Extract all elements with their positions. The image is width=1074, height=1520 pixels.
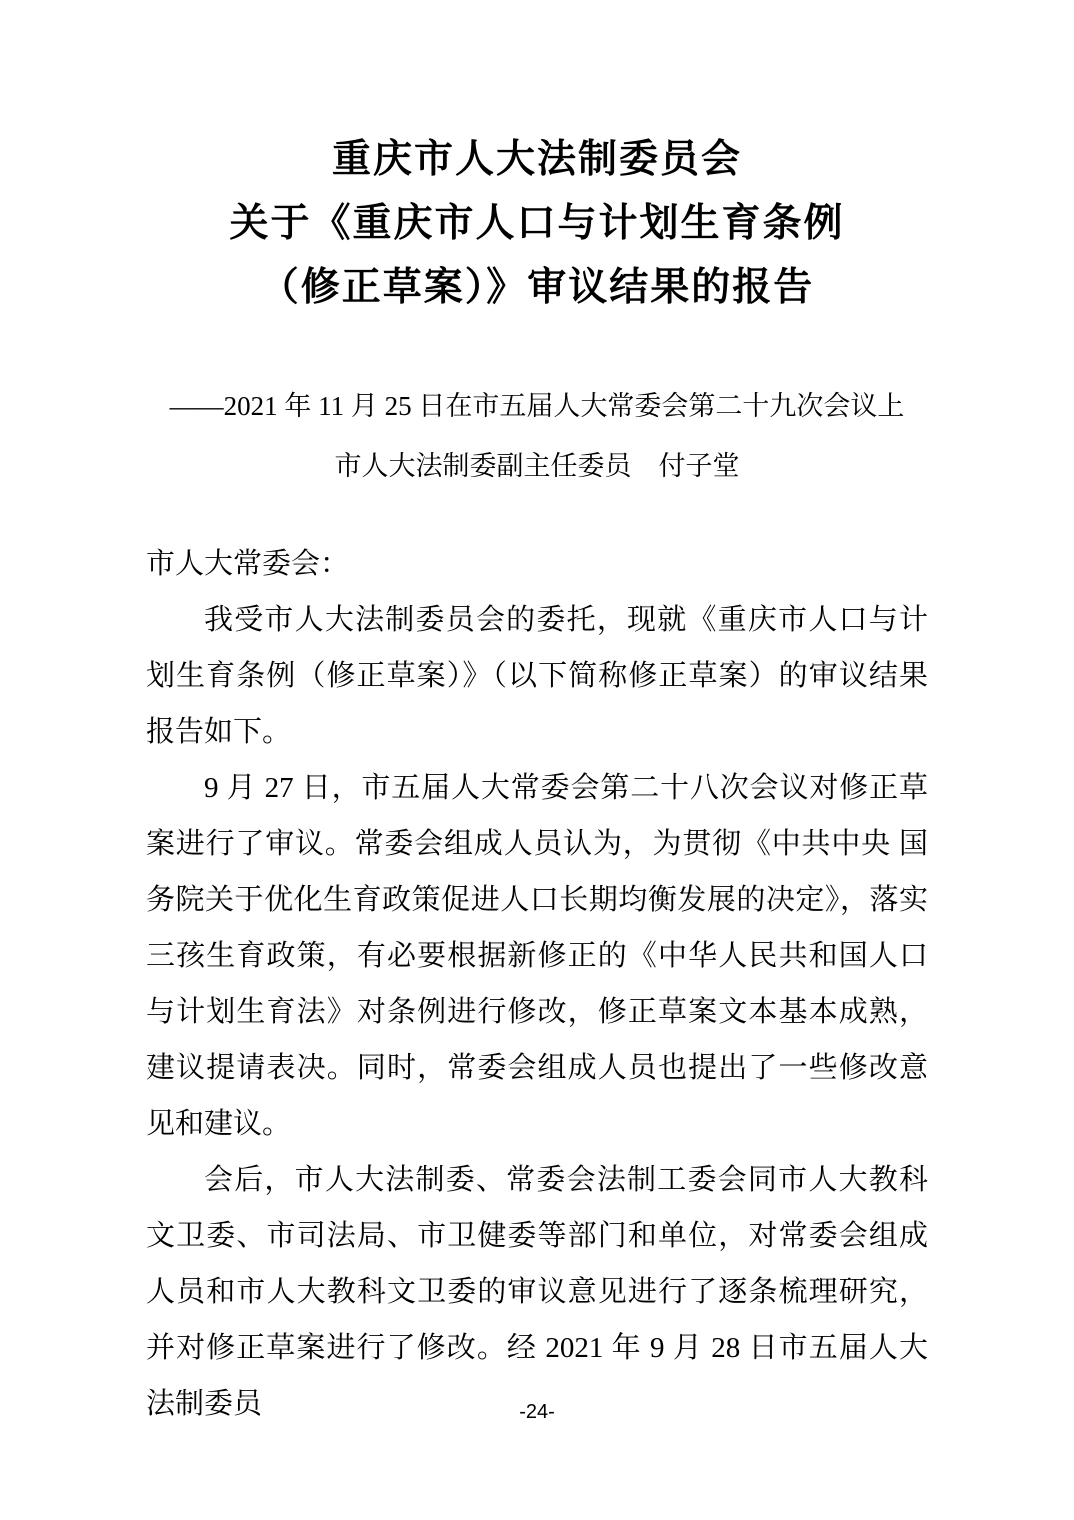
meeting-date-line: ——2021 年 11 月 25 日在市五届人大常委会第二十九次会议上 — [169, 391, 905, 421]
title-line-3: （修正草案）》审议结果的报告 — [259, 266, 815, 309]
title-line-2: 关于《重庆市人口与计划生育条例 — [229, 202, 845, 245]
page-number: -24- — [519, 1401, 555, 1423]
presenter-line: 市人大法制委副主任委员 付子堂 — [334, 451, 740, 481]
body-paragraph-3: 会后，市人大法制委、常委会法制工委会同市人大教科文卫委、市司法局、市卫健委等部门和单位，对常委会组成人员和市人大教科文卫委的审议意见进行了逐条梳理研究，并对修正草案进行了修改。经 2021 年 9 月 28 日市五届人大法制委员 — [146, 1164, 928, 1420]
document-body — [146, 536, 928, 1432]
document-title — [0, 128, 1074, 320]
salutation: 市人大常委会： — [146, 548, 350, 580]
page-footer — [0, 1398, 1074, 1426]
meeting-subtitle — [0, 376, 1074, 496]
body-paragraph-1: 我受市人大法制委员会的委托，现就《重庆市人口与计划生育条例（修正草案）》（以下简称修正草案）的审议结果报告如下。 — [146, 604, 928, 748]
body-paragraph-2: 9 月 27 日，市五届人大常委会第二十八次会议对修正草案进行了审议。常委会组成人员认为，为贯彻《中共中央 国务院关于优化生育政策促进人口长期均衡发展的决定》，落实三孩生育政策，有必要根据新修正的《中华人民共和国人口与计划生育法》对条例进行修改，修正草案文本基本成熟，建议提请表决。同时，常委会组成人员也提出了一些修改意见和建议。 — [146, 772, 928, 1140]
title-line-1: 重庆市人大法制委员会 — [331, 138, 742, 181]
